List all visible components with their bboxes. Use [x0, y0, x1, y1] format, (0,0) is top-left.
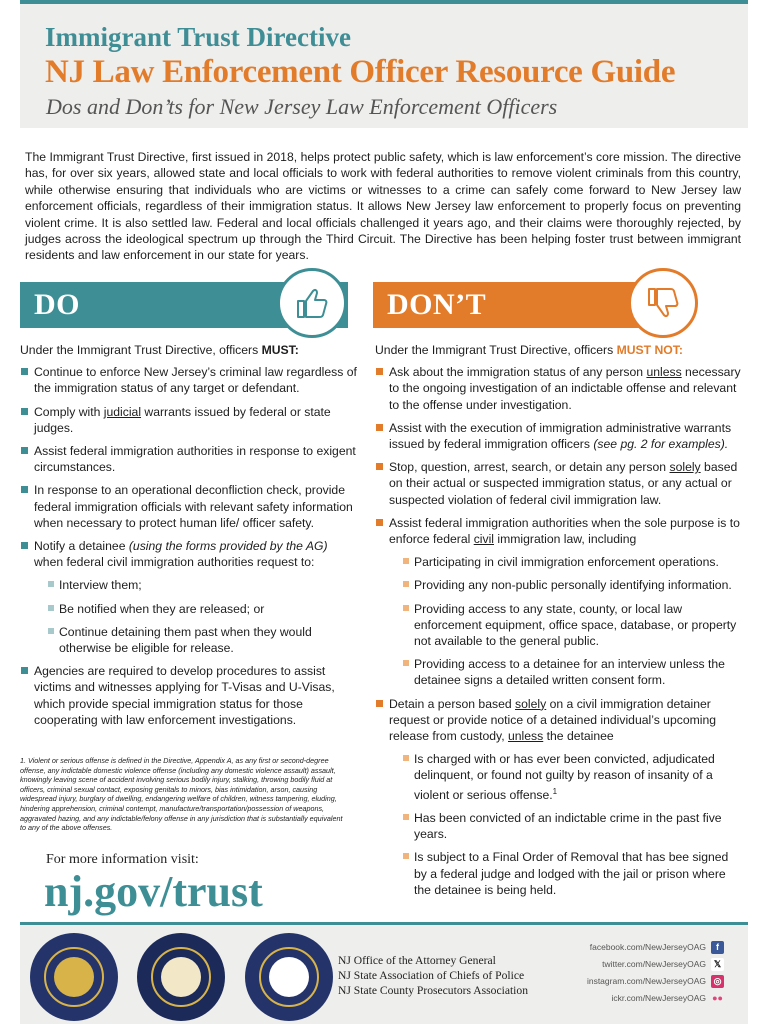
emphasis-text: solely: [669, 460, 701, 475]
list-item-text: Comply with: [34, 404, 104, 419]
thumbs-up-icon: [277, 268, 347, 338]
emphasis-text: solely: [515, 696, 547, 711]
do-lead-text: Under the Immigrant Trust Directive, officers: [20, 343, 262, 357]
directive-kicker: Immigrant Trust Directive: [45, 22, 351, 52]
prosecutors-association-seal: [245, 933, 333, 1021]
attorney-general-seal: [30, 933, 118, 1021]
must-not-label: MUST NOT:: [616, 343, 683, 357]
list-item-text: based on their actual or suspected immigration status, or any actual or suspected violation of federal civil immigration law.: [389, 460, 738, 507]
list-item: [375, 459, 743, 508]
organization-list: [338, 953, 528, 998]
sub-list: [401, 554, 743, 688]
dont-list: [375, 364, 743, 898]
list-item: [375, 696, 743, 898]
list-item-text: Detain a person based: [389, 696, 516, 711]
do-heading: DO: [34, 288, 80, 321]
list-item-text: In response to an operational deconfliction check, provide federal immigration officials with relevant safety information when necessary to protect human life/ officer safety.: [34, 483, 353, 530]
social-link-instagram[interactable]: [587, 973, 724, 990]
sub-list-item: [401, 751, 743, 803]
dont-lead-text: Under the Immigrant Trust Directive, officers: [375, 343, 617, 357]
footnote-ref: 1: [552, 786, 558, 796]
list-item: [375, 364, 743, 413]
instagram-icon: ◎: [711, 975, 724, 988]
do-list: [20, 364, 358, 728]
sub-list-item: Be notified when they are released; or: [46, 601, 358, 617]
list-item-text: the detainee: [543, 729, 614, 744]
list-item-text: Notify a detainee: [34, 539, 129, 554]
list-item-text: Continue to enforce New Jersey’s criminal law regardless of the immigration status of any target or defendant.: [34, 365, 357, 396]
org-name: NJ State County Prosecutors Association: [338, 984, 529, 997]
org-name: NJ Office of the Attorney General: [338, 954, 496, 967]
seal-center: [269, 957, 309, 997]
emphasis-text: unless: [646, 365, 682, 380]
list-item: [20, 404, 358, 436]
social-handle: instagram.com/NewJerseyOAG: [586, 976, 706, 986]
list-item: [20, 443, 358, 475]
list-item: [20, 538, 358, 656]
trust-url-link[interactable]: nj.gov/trust: [44, 867, 263, 916]
list-item-text: immigration law, including: [494, 532, 637, 547]
seal-center: [161, 957, 201, 997]
social-handle: twitter.com/NewJerseyOAG: [602, 959, 706, 969]
sub-list: [401, 751, 743, 898]
social-handle: facebook.com/NewJerseyOAG: [589, 942, 706, 952]
do-column: [20, 342, 358, 735]
page-title: NJ Law Enforcement Officer Resource Guide: [45, 54, 676, 90]
sub-list: [46, 577, 358, 656]
chiefs-of-police-seal: [137, 933, 225, 1021]
sub-list-item: Participating in civil immigration enforcement operations.: [401, 554, 743, 570]
list-item-text: necessary to the ongoing investigation of an indictable offense and relevant to the offense under investigation.: [389, 365, 741, 412]
list-item: [375, 420, 743, 452]
header: [20, 0, 748, 128]
org-name: NJ State Association of Chiefs of Police: [338, 969, 525, 982]
list-item-text: Ask about the immigration status of any person: [389, 365, 647, 380]
dont-lead: [375, 342, 743, 358]
thumbs-down-icon: [628, 268, 698, 338]
emphasis-text: civil: [473, 532, 495, 547]
list-item-text: Stop, question, arrest, search, or detain any person: [389, 460, 670, 475]
list-item: [20, 663, 358, 728]
list-item-text: Assist with the execution of immigration administrative warrants issued by federal immigration officers: [389, 420, 732, 452]
x-icon: 𝕏: [711, 958, 724, 971]
social-link-flickr[interactable]: [587, 990, 724, 1007]
dont-column: [375, 342, 743, 905]
do-lead: [20, 342, 358, 358]
dont-heading: DON’T: [387, 288, 487, 321]
flickr-icon: ●●: [712, 993, 723, 1004]
sub-list-item: Is subject to a Final Order of Removal that has bee signed by a federal judge and lodged with the jail or prison where the detainee is being held.: [401, 849, 743, 898]
page-subtitle: Dos and Don’ts for New Jersey Law Enforcement Officers: [46, 94, 558, 119]
sub-list-item: Providing access to any state, county, or local law enforcement equipment, office space, database, or property not available to the general public.: [401, 601, 743, 650]
dont-banner: [373, 282, 668, 328]
list-item: [20, 482, 358, 531]
must-label: MUST:: [261, 343, 299, 357]
footnote: 1. Violent or serious offense is defined in the Directive, Appendix A, as any first or second-degree offense, any indictable domestic violence offense (including any domestic violence assault) assault, knowingly leaving scene of accident involving serious bodily injury, stalking, throwing bodily fluid at officers, criminal sexual contact, exposing genitals to minors, bias intimidation, arson, causing widespread injury, burglary of dwelling, endangering welfare of children, witness tampering, eluding, hindering apprehension, criminal contempt, manufacture/transportation/possession of weapons, aggravated hazing, and any indictable/felony offense in any jurisdiction that is substantially equivalent to any of the above offenses.: [20, 756, 343, 833]
sub-list-item: Has been convicted of an indictable crime in the past five years.: [401, 810, 743, 842]
list-item-text: Agencies are required to develop procedures to assist victims and witnesses applying for T-Visas and U-Visas, which provide special immigration status for those cooperating with law enforcement investigations.: [34, 664, 335, 727]
emphasis-text: unless: [508, 729, 544, 744]
footer: [20, 922, 748, 1024]
list-item-text: on a civil immigration detainer request or provide notice of a detained individual’s upcoming release from custody,: [389, 696, 717, 744]
list-item: [20, 364, 358, 396]
intro-paragraph: The Immigrant Trust Directive, first issued in 2018, helps protect public safety, which is law enforcement’s core mission. The directive has, for over six years, allowed state and local officials to work with federal authorities to remove violent criminals from this country, while otherwise ensuring that individuals who are victims or witnesses to a crime can safely come forward to New Jersey law enforcement officials, regardless of their immigration status. It allows New Jersey law enforcement to properly focus on preventing violent crime. It is also settled law. Federal and local officials challenged it years ago, and their claims were thoroughly rejected, by judges across the ideological spectrum up through the Third Circuit. The Directive has been helping foster trust between immigrant residents and law enforcement in our state for years.: [25, 150, 741, 263]
sub-list-item: Interview them;: [46, 577, 358, 593]
more-info-label: For more information visit:: [46, 852, 199, 867]
sub-list-item-text: Is charged with or has ever been convicted, adjudicated delinquent, or found not guilty by reason of insanity of a violent or serious offense.: [414, 752, 715, 802]
sub-list-item: Providing access to a detainee for an interview unless the detainee signs a detailed written consent form.: [401, 656, 743, 688]
sub-list-item: Continue detaining them past when they would otherwise be eligible for release.: [46, 624, 358, 656]
list-item-text: Assist federal immigration authorities when the sole purpose is to enforce federal: [389, 515, 740, 547]
emphasis-text: judicial: [103, 404, 142, 419]
social-link-facebook[interactable]: [587, 939, 724, 956]
facebook-icon: f: [711, 941, 724, 954]
italic-note: (see pg. 2 for examples).: [593, 437, 729, 452]
list-item-text: warrants issued by federal or state judges.: [34, 404, 331, 435]
social-link-twitter[interactable]: [587, 956, 724, 973]
social-links: [587, 939, 724, 1007]
list-item-text: Assist federal immigration authorities in response to exigent circumstances.: [34, 444, 356, 475]
seal-center: [54, 957, 94, 997]
list-item: [375, 515, 743, 689]
sub-list-item: Providing any non-public personally identifying information.: [401, 577, 743, 593]
list-item-text: when federal civil immigration authorities request to:: [34, 555, 315, 570]
social-handle: ickr.com/NewJerseyOAG: [611, 993, 706, 1003]
italic-note: (using the forms provided by the AG): [128, 539, 328, 554]
